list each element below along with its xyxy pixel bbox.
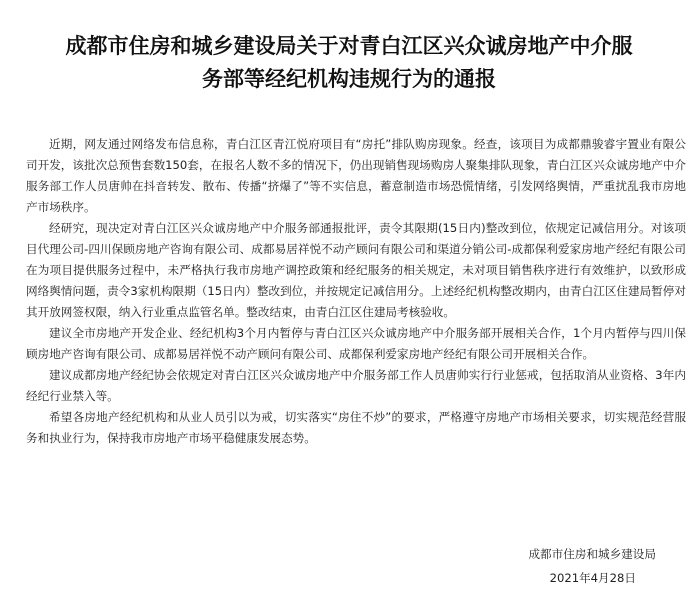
title-line-1: 成都市住房和城乡建设局关于对青白江区兴众诚房地产中介服	[65, 34, 633, 58]
paragraph-5: 希望各房地产经纪机构和从业人员引以为戒，切实落实“房住不炒”的要求，严格遵守房地产市场相关要求，切实规范经营服务和执业行为，保持我市房地产市场平稳健康发展态势。	[26, 410, 686, 445]
issue-date: 2021年4月28日	[549, 571, 636, 585]
paragraph-4: 建议成都房地产经纪协会依规定对青白江区兴众诚房地产中介服务部工作人员唐帅实行行业惩戒，包括取消从业资格、3年内经纪行业禁入等。	[26, 368, 686, 403]
document-body	[26, 134, 686, 449]
paragraph-3: 建议全市房地产开发企业、经纪机构3个月内暂停与青白江区兴众诚房地产中介服务部开展相关合作，1个月内暂停与四川保顾房地产咨询有限公司、成都易居祥悦不动产顾问有限公司、成都保利爱家房地产经纪有限公司开展相关合作。	[26, 326, 686, 361]
document-title	[0, 30, 698, 96]
paragraph-1: 近期，网友通过网络发布信息称，青白江区青江悦府项目有“房托”排队购房现象。经查，该项目为成都鼎骏睿宇置业有限公司开发，该批次总预售套数150套，在报名人数不多的情况下，仍出现销售现场购房人聚集排队现象，青白江区兴众诚房地产中介服务部工作人员唐帅在抖音转发、散布、传播“挤爆了”等不实信息，蓄意制造市场恐慌情绪，引发网络舆情，严重扰乱我市房地产市场秩序。	[26, 137, 686, 214]
issuer-signature: 成都市住房和城乡建设局	[528, 547, 656, 561]
title-line-2: 务部等经纪机构违规行为的通报	[202, 67, 496, 91]
paragraph-2: 经研究，现决定对青白江区兴众诚房地产中介服务部通报批评，责令其限期(15日内)整改到位，依规定记减信用分。对该项目代理公司-四川保顾房地产咨询有限公司、成都易居祥悦不动产顾问有限公司和渠道分销公司-成都保利爱家房地产经纪有限公司在为项目提供服务过程中，未严格执行我市房地产调控政策和经纪服务的相关规定，未对项目销售秩序进行有效维护，以致形成网络舆情问题，责令3家机构限期（15日内）整改到位，并按规定记减信用分。上述经纪机构整改期内，由青白江区住建局暂停对其开放网签权限，纳入行业重点监管名单。整改结束，由青白江区住建局考核验收。	[26, 221, 686, 319]
